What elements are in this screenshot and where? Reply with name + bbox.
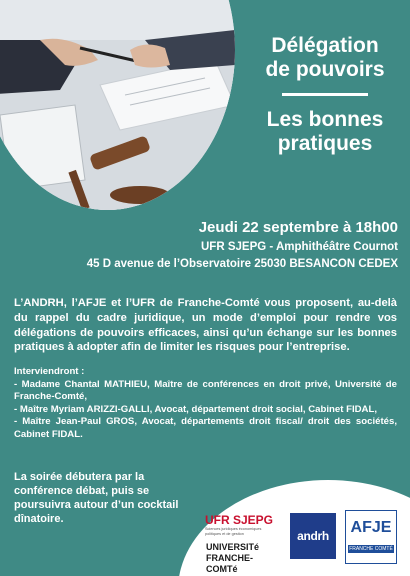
event-info: [87, 218, 398, 273]
univ-line-2: FRANCHE-COMTé: [206, 553, 253, 574]
subtitle-line-2: pratiques: [277, 132, 373, 155]
title-line-1: Délégation: [271, 34, 379, 57]
sjepg-subtitle: Sciences juridiques économiques politiques et de gestion: [205, 527, 262, 536]
intro-paragraph: L’ANDRH, l’AFJE et l’UFR de Franche-Comté vous proposent, au-delà du rappel du cadre juridique, un mode d’emploi pour rendre vos délégations de pouvoirs efficaces, ainsi qu’un échange sur les bonnes pratiques à adopter afin de limiter les risques pour l’entreprise.: [14, 297, 397, 354]
andrh-logo: andrh: [290, 513, 336, 559]
speaker-item: - Maître Jean-Paul GROS, Avocat, départements droit fiscal/ droit des sociétés, Cabinet FIDAL.: [14, 416, 397, 440]
event-address: 45 D avenue de l’Observatoire 25030 BESANCON CEDEX: [86, 258, 398, 270]
speaker-item: - Madame Chantal MATHIEU, Maître de conférences en droit privé, Université de Franche-Comté,: [14, 378, 397, 403]
speakers-list: [14, 366, 397, 442]
event-date: Jeudi 22 septembre à 18h00: [198, 219, 398, 236]
univ-line-1: UNIVERSITé: [206, 542, 260, 552]
title-block: [240, 34, 410, 156]
afje-logo: [345, 510, 397, 564]
afje-region: FRANCHE COMTÉ: [349, 546, 393, 552]
speaker-item: - Maître Myriam ARIZZI-GALLI, Avocat, département droit social, Cabinet FIDAL,: [14, 403, 378, 415]
afje-name: AFJE: [350, 519, 392, 536]
speakers-heading: Interviendront :: [14, 366, 85, 377]
universite-franche-comte-logo: [206, 542, 284, 575]
signing-hands-illustration: [0, 0, 235, 210]
closing-text: La soirée débutera par la conférence débat, puis se poursuivra autour d’un cocktail dînatoire.: [14, 471, 179, 525]
title-line-2: de pouvoirs: [265, 58, 385, 81]
sjepg-name: UFR SJEPG: [205, 513, 274, 527]
title-divider: [282, 93, 368, 96]
ufr-sjepg-logo: [205, 514, 285, 536]
event-venue: UFR SJEPG - Amphithéâtre Cournot: [201, 241, 398, 253]
photo-signing-document: [0, 0, 235, 210]
subtitle-line-1: Les bonnes: [266, 108, 384, 131]
